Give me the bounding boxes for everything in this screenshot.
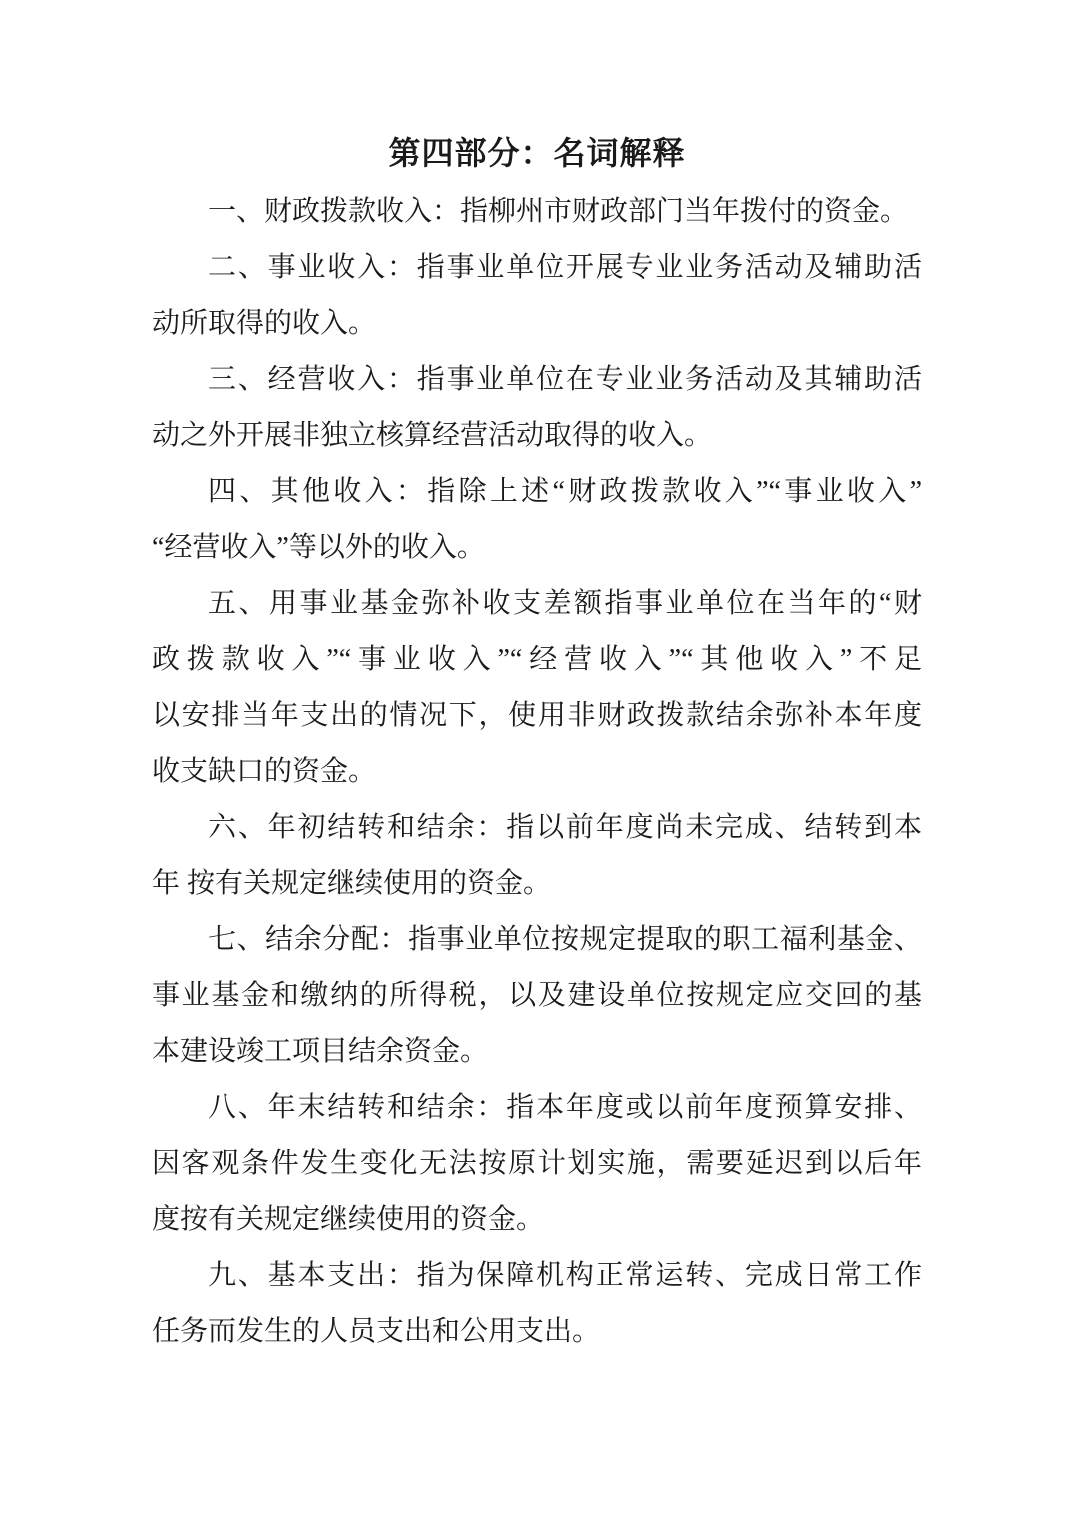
page-title: 第四部分：名词解释: [388, 135, 686, 171]
paragraph-line: 本建设竣工项目结余资金。: [152, 1036, 489, 1067]
paragraph-line: 六、年初结转和结余：指以前年度尚未完成、结转到本: [208, 812, 922, 843]
paragraph: [152, 912, 922, 1080]
paragraph-line: 动之外开展非独立核算经营活动取得的收入。: [152, 420, 713, 451]
paragraph-line: 任务而发生的人员支出和公用支出。: [152, 1316, 601, 1347]
paragraph-line: 二、事业收入：指事业单位开展专业业务活动及辅助活: [208, 252, 922, 283]
paragraph: [152, 576, 922, 800]
paragraph: [152, 464, 922, 576]
paragraph-line: 年 按有关规定继续使用的资金。: [152, 868, 552, 899]
paragraph-line: 因客观条件发生变化无法按原计划实施，需要延迟到以后年: [152, 1148, 922, 1179]
paragraph-line: 一、财政拨款收入：指柳州市财政部门当年拨付的资金。: [208, 196, 909, 227]
paragraph-line: 收支缺口的资金。: [152, 756, 377, 787]
paragraph: [152, 1080, 922, 1248]
paragraph-line: 动所取得的收入。: [152, 308, 377, 339]
document-body: [152, 184, 922, 1360]
paragraph: [152, 184, 922, 240]
paragraph: [152, 352, 922, 464]
paragraph-line: 政拨款收入”“事业收入”“经营收入”“其他收入”不足: [152, 644, 922, 675]
paragraph: [152, 1248, 922, 1360]
paragraph-line: 七、结余分配：指事业单位按规定提取的职工福利基金、: [208, 924, 922, 955]
paragraph-line: 四、其他收入：指除上述“财政拨款收入”“事业收入”: [208, 476, 922, 507]
paragraph: [152, 800, 922, 912]
paragraph-line: 度按有关规定继续使用的资金。: [152, 1204, 545, 1235]
paragraph-line: 事业基金和缴纳的所得税，以及建设单位按规定应交回的基: [152, 980, 922, 1011]
paragraph-line: 八、年末结转和结余：指本年度或以前年度预算安排、: [208, 1092, 922, 1123]
paragraph-line: 九、基本支出：指为保障机构正常运转、完成日常工作: [208, 1260, 922, 1291]
paragraph: [152, 240, 922, 352]
paragraph-line: 五、用事业基金弥补收支差额指事业单位在当年的“财: [208, 588, 922, 619]
paragraph-line: 三、经营收入：指事业单位在专业业务活动及其辅助活: [208, 364, 922, 395]
paragraph-line: 以安排当年支出的情况下，使用非财政拨款结余弥补本年度: [152, 700, 922, 731]
paragraph-line: “经营收入”等以外的收入。: [152, 532, 485, 563]
